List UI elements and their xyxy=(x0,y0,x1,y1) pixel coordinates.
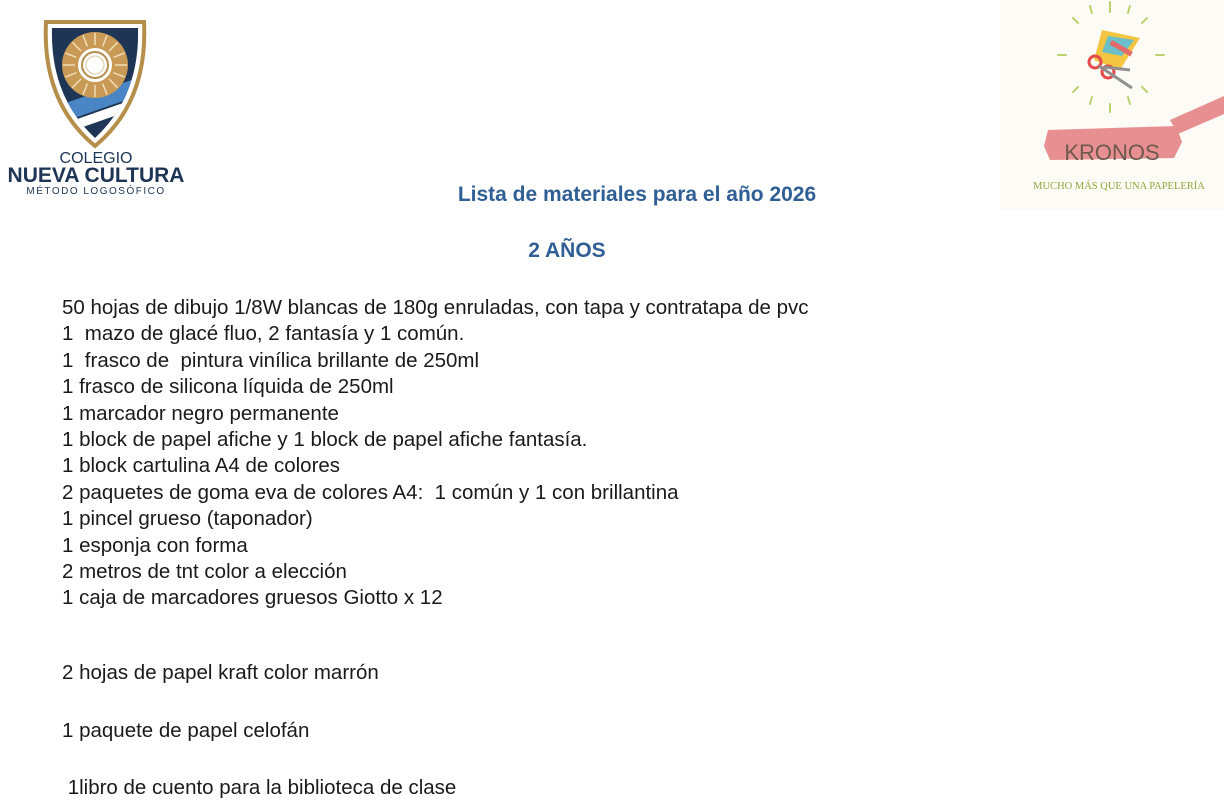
list-item: 1 frasco de silicona líquida de 250ml xyxy=(62,375,394,399)
materials-list xyxy=(62,295,809,612)
list-item: 2 paquetes de goma eva de colores A4: 1 común y 1 con brillantina xyxy=(62,480,679,504)
list-item: 1 block cartulina A4 de colores xyxy=(62,454,341,478)
list-item: 1 esponja con forma xyxy=(62,533,248,557)
list-item-extra: 2 hojas de papel kraft color marrón xyxy=(62,661,379,684)
list-item: 1 frasco de pintura vinílica brillante de 250ml xyxy=(62,348,480,372)
store-logo-graphic xyxy=(1000,0,1224,210)
list-item: 2 metros de tnt color a elección xyxy=(62,560,347,584)
list-item: 50 hojas de dibujo 1/8W blancas de 180g enruladas, con tapa y contratapa de pvc xyxy=(62,296,809,319)
list-item: 1 mazo de glacé fluo, 2 fantasía y 1 común. xyxy=(62,322,465,346)
school-crest-icon xyxy=(0,0,200,210)
store-logo-name: KRONOS xyxy=(1064,140,1160,165)
school-logo-line2: NUEVA CULTURA xyxy=(7,164,185,187)
list-item: 1 marcador negro permanente xyxy=(62,401,339,425)
school-logo-line3: MÉTODO LOGOSÓFICO xyxy=(26,186,166,197)
list-item-extra: 1libro de cuento para la biblioteca de clase xyxy=(62,776,457,799)
store-logo xyxy=(1000,0,1224,210)
list-item: 1 caja de marcadores gruesos Giotto x 12 xyxy=(62,586,443,610)
store-logo-tagline: MUCHO MÁS QUE UNA PAPELERÍA xyxy=(1033,181,1205,192)
page-subtitle: 2 AÑOS xyxy=(528,239,606,262)
school-logo-line1: COLEGIO xyxy=(59,150,133,167)
list-item: 1 block de papel afiche y 1 block de papel afiche fantasía. xyxy=(62,428,588,452)
list-item-extra: 1 paquete de papel celofán xyxy=(62,719,310,742)
school-logo xyxy=(0,0,200,210)
page-title: Lista de materiales para el año 2026 xyxy=(457,183,817,206)
list-item: 1 pincel grueso (taponador) xyxy=(62,507,313,531)
